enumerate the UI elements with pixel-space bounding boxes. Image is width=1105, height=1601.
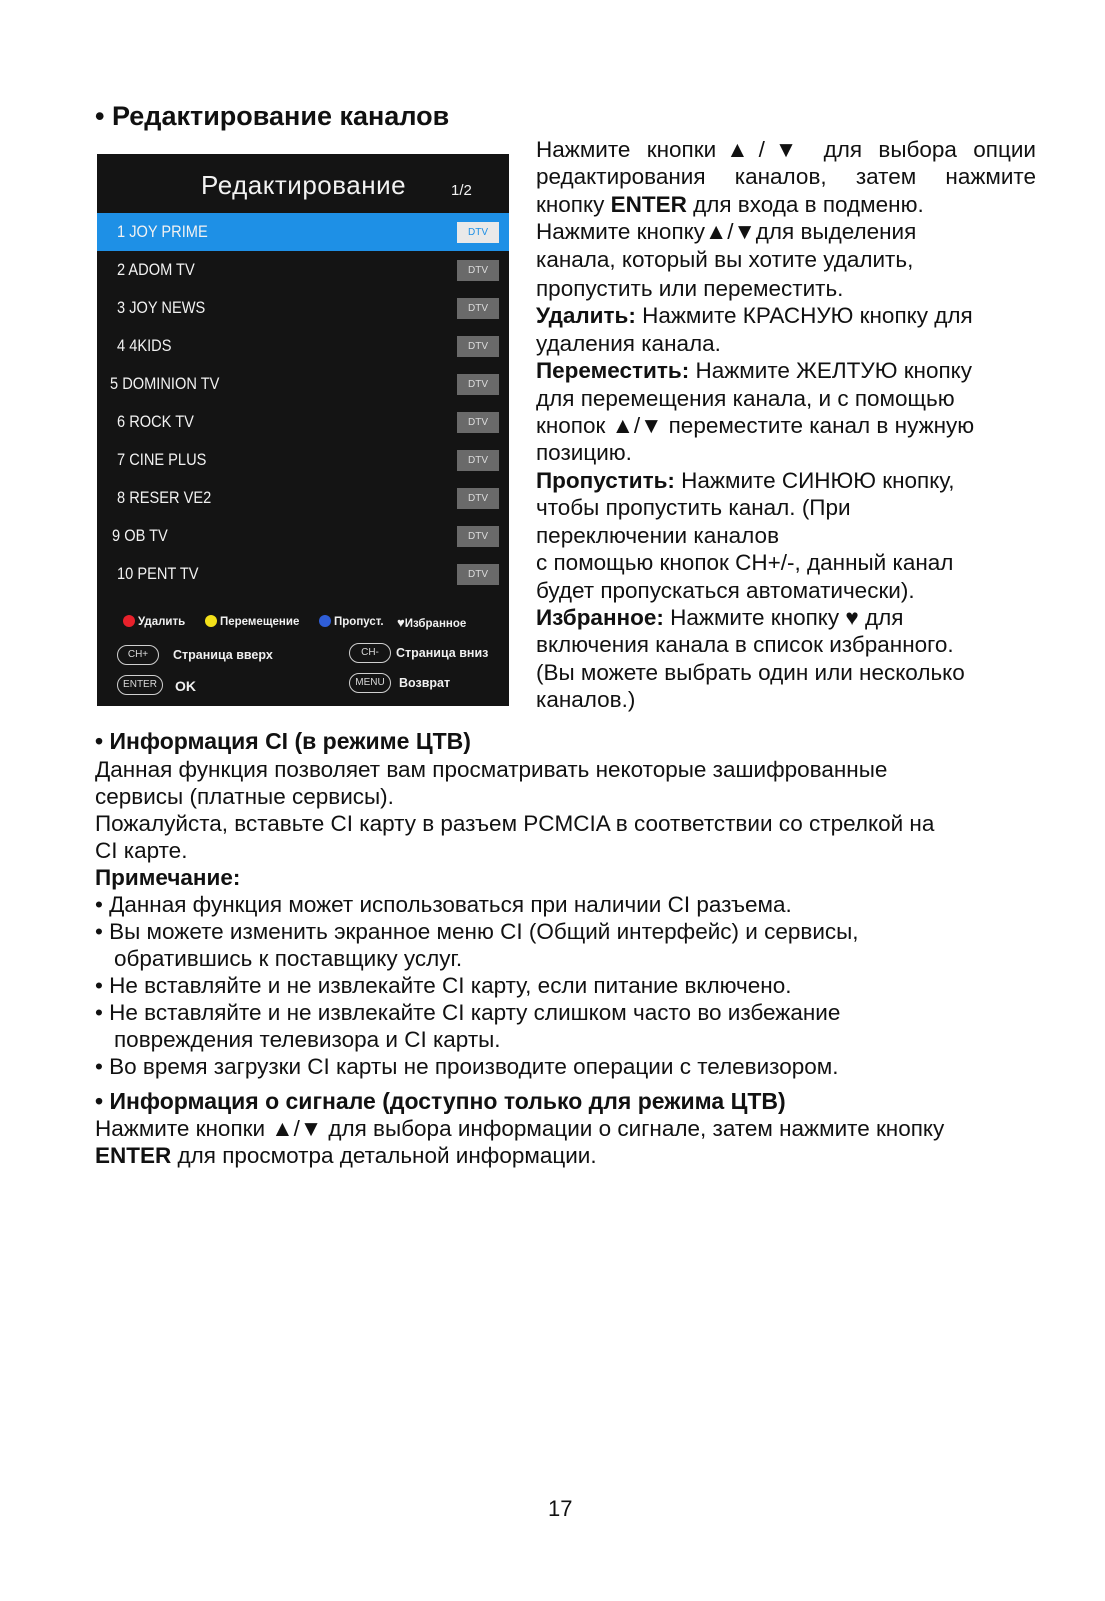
enter-key-icon: ENTER [117, 675, 163, 695]
text-line: Пожалуйста, вставьте CI карту в разъем PCMCIA в соответствии со стрелкой на [95, 811, 935, 836]
text-line: Нажмите кнопку▲/▼для выделения [536, 219, 917, 245]
note-item-continued: повреждения телевизора и CI карты. [114, 1027, 501, 1052]
text-line: с помощью кнопок CH+/-, данный канал [536, 550, 954, 576]
text-line: редактирования каналов, затем нажмите [536, 164, 1036, 190]
legend-favorite [397, 615, 466, 630]
channel-label: 3 JOY NEWS [117, 298, 206, 317]
page-down-label: Страница вниз [396, 646, 489, 660]
text-line: будет пропускаться автоматически). [536, 577, 915, 603]
channel-label: 1 JOY PRIME [117, 222, 208, 241]
channel-label: 8 RESER VE2 [117, 488, 212, 507]
legend-delete-label: Удалить [138, 616, 186, 628]
legend-skip-label: Пропуст. [334, 616, 384, 628]
channel-type-badge: DTV [457, 412, 499, 433]
channel-label: 9 OB TV [112, 526, 168, 545]
text-line: Данная функция позволяет вам просматривать некоторые зашифрованные [95, 757, 888, 782]
page-number: 17 [548, 1496, 573, 1521]
channel-type-badge: DTV [457, 260, 499, 281]
page-up-label: Страница вверх [173, 648, 273, 662]
channel-label: 6 ROCK TV [117, 412, 194, 431]
note-item: • Вы можете изменить экранное меню CI (Общий интерфейс) и сервисы, [95, 919, 859, 944]
menu-key-icon: MENU [349, 673, 391, 693]
blue-dot-icon [319, 615, 331, 627]
channel-row[interactable] [97, 289, 509, 327]
channel-type-badge: DTV [457, 336, 499, 357]
ok-label: OK [175, 678, 196, 694]
channel-row[interactable] [97, 251, 509, 289]
channel-label: 7 CINE PLUS [117, 450, 207, 469]
channel-row[interactable] [97, 479, 509, 517]
channel-row[interactable] [97, 327, 509, 365]
menu-title: Редактирование [201, 170, 407, 200]
channel-row[interactable] [97, 555, 509, 593]
channel-label: 10 PENT TV [117, 564, 199, 583]
text-line: удаления канала. [536, 330, 721, 356]
note-item: • Не вставляйте и не извлекайте CI карту слишком часто во избежание [95, 1000, 841, 1025]
channel-type-badge: DTV [457, 450, 499, 471]
note-item-continued: обратившись к поставщику услуг. [114, 946, 463, 971]
channel-row[interactable] [97, 213, 509, 251]
text-line: ENTER для просмотра детальной информации. [95, 1143, 597, 1168]
menu-header [97, 154, 509, 213]
legend-move [205, 615, 299, 628]
channel-type-badge: DTV [457, 564, 499, 585]
section-title-signal-info: • Информация о сигнале (доступно только для режима ЦТВ) [95, 1088, 786, 1114]
text-line: кнопку ENTER для входа в подменю. [536, 191, 924, 217]
note-item: • Во время загрузки CI карты не производите операции с телевизором. [95, 1054, 839, 1079]
tv-channel-edit-menu [97, 154, 509, 706]
yellow-dot-icon [205, 615, 217, 627]
channel-label: 4 4KIDS [117, 336, 172, 355]
channel-row[interactable] [97, 441, 509, 479]
text-line: переключении каналов [536, 522, 780, 548]
channel-label: 2 ADOM TV [117, 260, 195, 279]
text-line: канала, который вы хотите удалить, [536, 246, 914, 272]
heart-icon: ♥ [397, 615, 405, 630]
text-line: сервисы (платные сервисы). [95, 784, 394, 809]
note-title: Примечание: [95, 865, 241, 890]
legend-move-label: Перемещение [220, 616, 300, 628]
text-line: пропустить или переместить. [536, 276, 844, 302]
text-line: включения канала в список избранного. [536, 632, 954, 658]
channel-row[interactable] [97, 365, 509, 403]
text-line: Избранное: Нажмите кнопку ♥ для [536, 604, 904, 630]
channel-type-badge: DTV [457, 298, 499, 319]
channel-type-badge: DTV [457, 374, 499, 395]
text-line: Пропустить: Нажмите СИНЮЮ кнопку, [536, 467, 955, 493]
legend-favorite-label: Избранное [404, 618, 467, 630]
legend-delete [123, 615, 185, 628]
channel-type-badge: DTV [457, 222, 499, 243]
note-item: • Данная функция может использоваться при наличии CI разъема. [95, 892, 792, 917]
menu-page-indicator: 1/2 [451, 182, 472, 199]
text-line: Нажмите кнопки ▲/▼ для выбора информации о сигнале, затем нажмите кнопку [95, 1116, 945, 1141]
channel-label: 5 DOMINION TV [110, 374, 220, 393]
text-line: Удалить: Нажмите КРАСНУЮ кнопку для [536, 303, 973, 329]
text-line: позицию. [536, 440, 632, 466]
text-line: для перемещения канала, и с помощью [536, 385, 955, 411]
channel-edit-description [536, 136, 1036, 714]
text-line: CI карте. [95, 838, 188, 863]
channel-row[interactable] [97, 517, 509, 555]
legend-skip [319, 615, 384, 628]
text-line: Переместить: Нажмите ЖЕЛТУЮ кнопку [536, 358, 973, 384]
text-line: Нажмите кнопки▲/▼ для выбора опции [536, 137, 1036, 162]
channel-type-badge: DTV [457, 488, 499, 509]
text-line: (Вы можете выбрать один или несколько [536, 659, 965, 685]
text-line: каналов.) [536, 687, 636, 713]
note-item: • Не вставляйте и не извлекайте CI карту, если питание включено. [95, 973, 792, 998]
ch-down-key-icon: CH- [349, 643, 391, 663]
ch-up-key-icon: CH+ [117, 645, 159, 665]
section-title-ci-info: • Информация CI (в режиме ЦТВ) [95, 728, 471, 754]
text-line: чтобы пропустить канал. (При [536, 495, 851, 521]
red-dot-icon [123, 615, 135, 627]
return-label: Возврат [399, 676, 451, 690]
section-title-channel-edit: • Редактирование каналов [95, 101, 450, 131]
channel-type-badge: DTV [457, 526, 499, 547]
text-line: кнопок ▲/▼ переместите канал в нужную [536, 413, 975, 439]
channel-row[interactable] [97, 403, 509, 441]
